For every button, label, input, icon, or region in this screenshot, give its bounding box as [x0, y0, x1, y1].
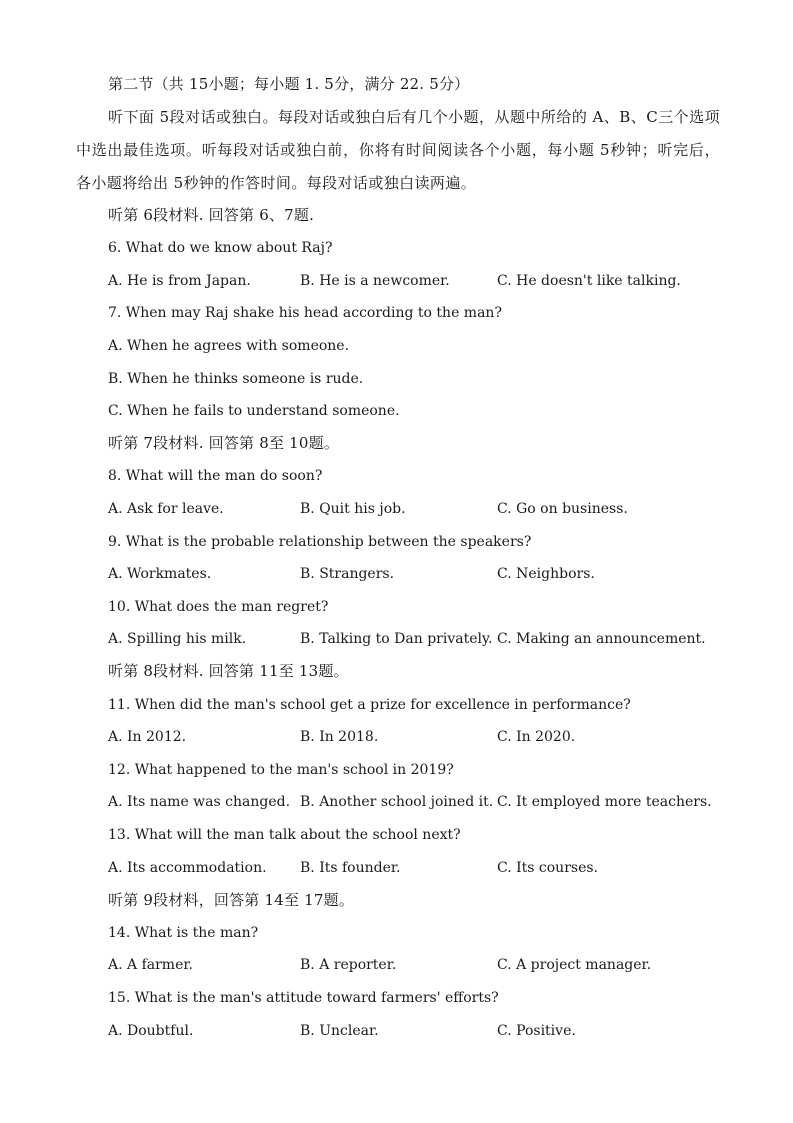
question-6-option-c: C. He doesn't like talking. — [497, 273, 681, 289]
question-8-stem: 8. What will the man do soon? — [108, 468, 323, 484]
question-6-option-a: A. He is from Japan. — [108, 273, 251, 289]
question-10-option-a: A. Spilling his milk. — [108, 631, 247, 647]
group-header-9: 听第 9段材料，回答第 14至 17题。 — [108, 891, 355, 909]
question-15-option-b: B. Unclear. — [300, 1023, 379, 1039]
group-header-6: 听第 6段材料. 回答第 6、7题. — [108, 206, 315, 224]
question-11-stem: 11. When did the man's school get a prize for excellence in performance? — [108, 697, 631, 713]
question-10-option-c: C. Making an announcement. — [497, 631, 706, 647]
group-header-8: 听第 8段材料. 回答第 11至 13题。 — [108, 662, 349, 680]
question-15-stem: 15. What is the man's attitude toward farmers' efforts? — [108, 990, 499, 1006]
question-7-option-b: B. When he thinks someone is rude. — [108, 371, 364, 387]
question-8-option-a: A. Ask for leave. — [108, 501, 224, 517]
question-9-stem: 9. What is the probable relationship between the speakers? — [108, 534, 532, 550]
question-12-option-b: B. Another school joined it. — [300, 794, 494, 810]
question-7-option-a: A. When he agrees with someone. — [108, 338, 350, 354]
question-7-option-c: C. When he fails to understand someone. — [108, 403, 400, 419]
question-13-stem: 13. What will the man talk about the school next? — [108, 827, 461, 843]
question-12-stem: 12. What happened to the man's school in 2019? — [108, 762, 454, 778]
question-12-option-a: A. Its name was changed. — [108, 794, 291, 810]
question-8-option-b: B. Quit his job. — [300, 501, 406, 517]
question-11-option-c: C. In 2020. — [497, 729, 576, 745]
question-6-option-b: B. He is a newcomer. — [300, 273, 450, 289]
question-15-option-a: A. Doubtful. — [108, 1023, 194, 1039]
question-10-option-b: B. Talking to Dan privately. — [300, 631, 493, 647]
question-13-option-b: B. Its founder. — [300, 860, 401, 876]
question-12-option-c: C. It employed more teachers. — [497, 794, 712, 810]
section-title: 第二节（共 15小题；每小题 1. 5分，满分 22. 5分） — [108, 75, 470, 93]
question-13-option-c: C. Its courses. — [497, 860, 598, 876]
section-instructions: 听下面 5段对话或独白。每段对话或独白后有几个小题，从题中所给的 A、B、C三个选项中选出最佳选项。听每段对话或独白前，你将有时间阅读各个小题，每小题 5秒钟；听完后，各小题将给出 5秒钟的作答时间。每段对话或独白读两遍。 — [76, 108, 720, 192]
question-14-stem: 14. What is the man? — [108, 925, 259, 941]
question-9-option-c: C. Neighbors. — [497, 566, 595, 582]
group-header-7: 听第 7段材料. 回答第 8至 10题。 — [108, 434, 340, 452]
question-13-option-a: A. Its accommodation. — [108, 860, 267, 876]
question-14-option-c: C. A project manager. — [497, 957, 652, 973]
question-10-stem: 10. What does the man regret? — [108, 599, 329, 615]
question-7-stem: 7. When may Raj shake his head according to the man? — [108, 305, 502, 321]
question-11-option-b: B. In 2018. — [300, 729, 379, 745]
question-14-option-a: A. A farmer. — [108, 957, 193, 973]
question-9-option-b: B. Strangers. — [300, 566, 395, 582]
question-9-option-a: A. Workmates. — [108, 566, 212, 582]
question-14-option-b: B. A reporter. — [300, 957, 397, 973]
question-15-option-c: C. Positive. — [497, 1023, 576, 1039]
question-11-option-a: A. In 2012. — [108, 729, 187, 745]
question-8-option-c: C. Go on business. — [497, 501, 628, 517]
question-6-stem: 6. What do we know about Raj? — [108, 240, 333, 256]
